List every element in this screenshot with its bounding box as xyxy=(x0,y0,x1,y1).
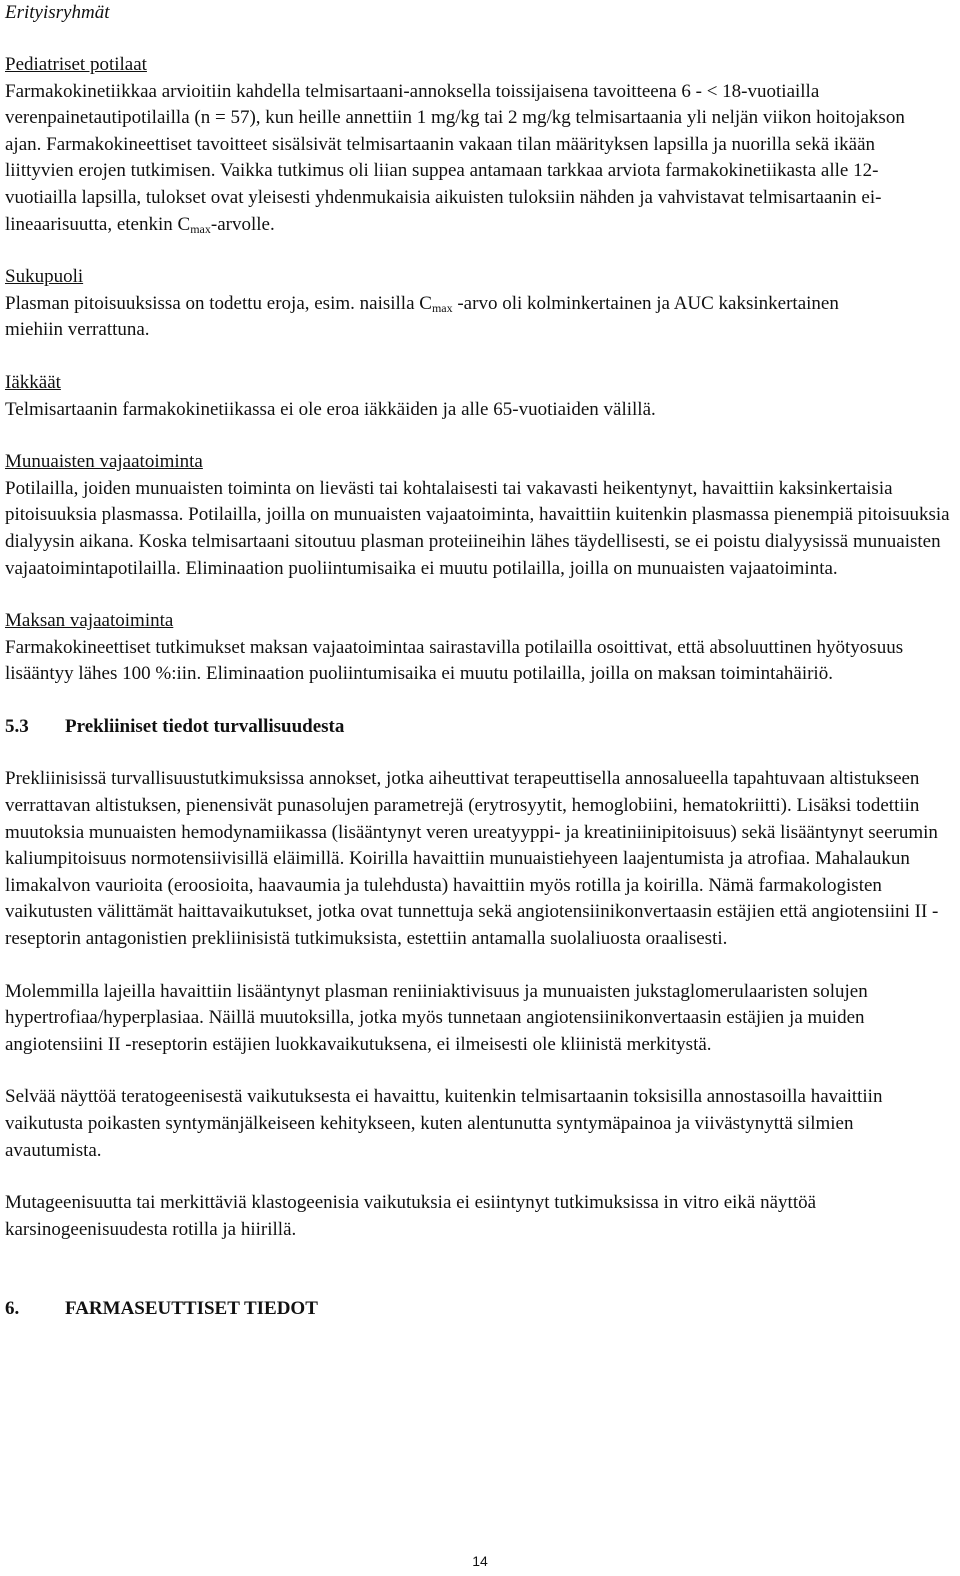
hepatic-heading: Maksan vajaatoiminta xyxy=(5,610,174,632)
elderly-heading: Iäkkäät xyxy=(5,371,61,393)
pediatric-text-part1: Farmakokinetiikkaa arvioitiin kahdella telmisartaani-annoksella toissijaisena tavoitteena 6 - < 18-vuotiailla verenpainetautipotilailla (n = 57), kun heille annettiin 1 mg/kg tai 2 mg/kg telmisartaania yli neljän viikon hoitojakson ajan. Farmakokineettiset tavoitteet sisälsivät telmisartaanin vakaan tilan määrityksen lapsilla ja nuorilla sekä ikään liittyvien erojen tutkimisen. Vaikka tutkimus oli liian suppea antamaan tarkkaa arviota farmakokinetiikasta alle 12-vuotiailla lapsilla, tulokset ovat yleisesti yhdenmukaisia aikuisten tuloksiin nähden ja vahvistavat telmisartaanin ei-lineaarisuutta, etenkin C xyxy=(5,80,905,235)
gender-cmax-sub: max xyxy=(431,300,453,315)
gender-block xyxy=(5,264,955,344)
section-5-3-para1: Prekliinisissä turvallisuustutkimuksissa annokset, jotka aiheuttivat terapeuttisella annosalueella tapahtuvaan altistukseen verrattavan altistuksen, pienensivät punasolujen parametrejä (erytrosyytit, hemoglobiini, hematokriitti). Lisäksi todettiin muutoksia munuaisten hemodynamiikassa (lisääntynyt veren ureatyyppi- ja kreatiniinipitoisuus) sekä lisääntynyt seerumin kaliumpitoisuus normotensiivisillä eläimillä. Koirilla havaittiin munuaistiehyeen laajentumista ja atrofiaa. Mahalaukun limakalvon vaurioita (eroosioita, haavaumia ja tulehdusta) havaittiin myös rotilla ja koirilla. Nämä farmakologisten vaikutusten välittämät haittavaikutukset, jotka ovat tunnettuja sekä angiotensiinikonvertaasin estäjien että angiotensiini II -reseptorin antagonistien prekliinisistä tutkimuksista, estettiin antamalla suolaliuosta oraalisesti. xyxy=(5,768,939,950)
elderly-block xyxy=(5,370,955,423)
pediatric-text-part2: -arvolle. xyxy=(210,213,275,235)
section-6-title: FARMASEUTTISET TIEDOT xyxy=(65,1298,318,1320)
section-5-3-para4: Mutageenisuutta tai merkittäviä klastogeenisia vaikutuksia ei esiintynyt tutkimuksissa in vitro eikä näyttöä karsinogeenisuudesta rotilla ja hiirillä. xyxy=(5,1192,817,1240)
page-number: 14 xyxy=(472,1553,488,1569)
pediatric-block xyxy=(5,52,955,238)
section-5-3-title: Prekliiniset tiedot turvallisuudesta xyxy=(65,715,345,737)
renal-block xyxy=(5,449,955,582)
hepatic-block xyxy=(5,608,955,688)
gender-text-part2: -arvo oli kolminkertainen ja AUC kaksinkertainen miehiin verrattuna. xyxy=(5,292,839,341)
section-6-number: 6. xyxy=(5,1298,20,1320)
section-5-3-heading xyxy=(5,714,955,741)
renal-text: Potilailla, joiden munuaisten toiminta on lievästi tai kohtalaisesti tai vakavasti heikentynyt, havaittiin kaksinkertaisia pitoisuuksia plasmassa. Potilailla, joilla on munuaisten vajaatoiminta, havaittiin kuitenkin plasmassa pienempiä pitoisuuksia dialyysin aikana. Koska telmisartaani sitoutuu plasman proteiineihin lähes täydellisesti, se ei poistu dialyysissä munuaisten vajaatoimintapotilailla. Eliminaation puoliintumisaika ei muutu potilailla, joilla on munuaisten vajaatoiminta. xyxy=(5,477,950,579)
gender-text-part1: Plasman pitoisuuksissa on todettu eroja, esim. naisilla C xyxy=(5,292,432,314)
hepatic-text: Farmakokineettiset tutkimukset maksan vajaatoimintaa sairastavilla potilailla osoittivat, että absoluuttinen hyötyosuus lisääntyy lähes 100 %:iin. Eliminaation puoliintumisaika ei muutu potilailla, joilla on maksan toimintahäiriö. xyxy=(5,636,904,685)
pediatric-heading: Pediatriset potilaat xyxy=(5,54,147,75)
section-5-3-para3: Selvää näyttöä teratogeenisestä vaikutuksesta ei havaittu, kuitenkin telmisartaanin toksisilla annostasoilla havaittiin vaikutusta poikasten syntymänjälkeiseen kehitykseen, kuten alentunutta syntymäpainoa ja viivästynyttä silmien avautumista. xyxy=(5,1086,883,1161)
section-6-heading xyxy=(5,1296,955,1323)
gender-heading: Sukupuoli xyxy=(5,266,84,288)
elderly-text: Telmisartaanin farmakokinetiikassa ei ole eroa iäkkäiden ja alle 65-vuotiaiden välillä. xyxy=(5,398,656,420)
pediatric-text xyxy=(5,79,945,239)
section-5-3 xyxy=(5,714,955,1244)
pediatric-cmax-sub: max xyxy=(190,221,211,236)
section-5-3-para2: Molemmilla lajeilla havaittiin lisääntynyt plasman reniiniaktivisuus ja munuaisten jukstaglomerulaaristen solujen hypertrofiaa/hyperplasiaa. Näillä muutoksilla, jotka myös tunnetaan angiotensiinikonvertaasin estäjien ja muiden angiotensiini II -reseptorin estäjien luokkavaikutuksena, ei ilmeisesti ole kliinistä merkitystä. xyxy=(5,980,868,1055)
section-6 xyxy=(5,1296,955,1323)
header-title: Erityisryhmät xyxy=(5,2,110,23)
document-page xyxy=(5,0,955,1323)
section-5-3-number: 5.3 xyxy=(5,715,29,737)
gender-text xyxy=(5,291,885,344)
renal-heading: Munuaisten vajaatoiminta xyxy=(5,451,203,473)
